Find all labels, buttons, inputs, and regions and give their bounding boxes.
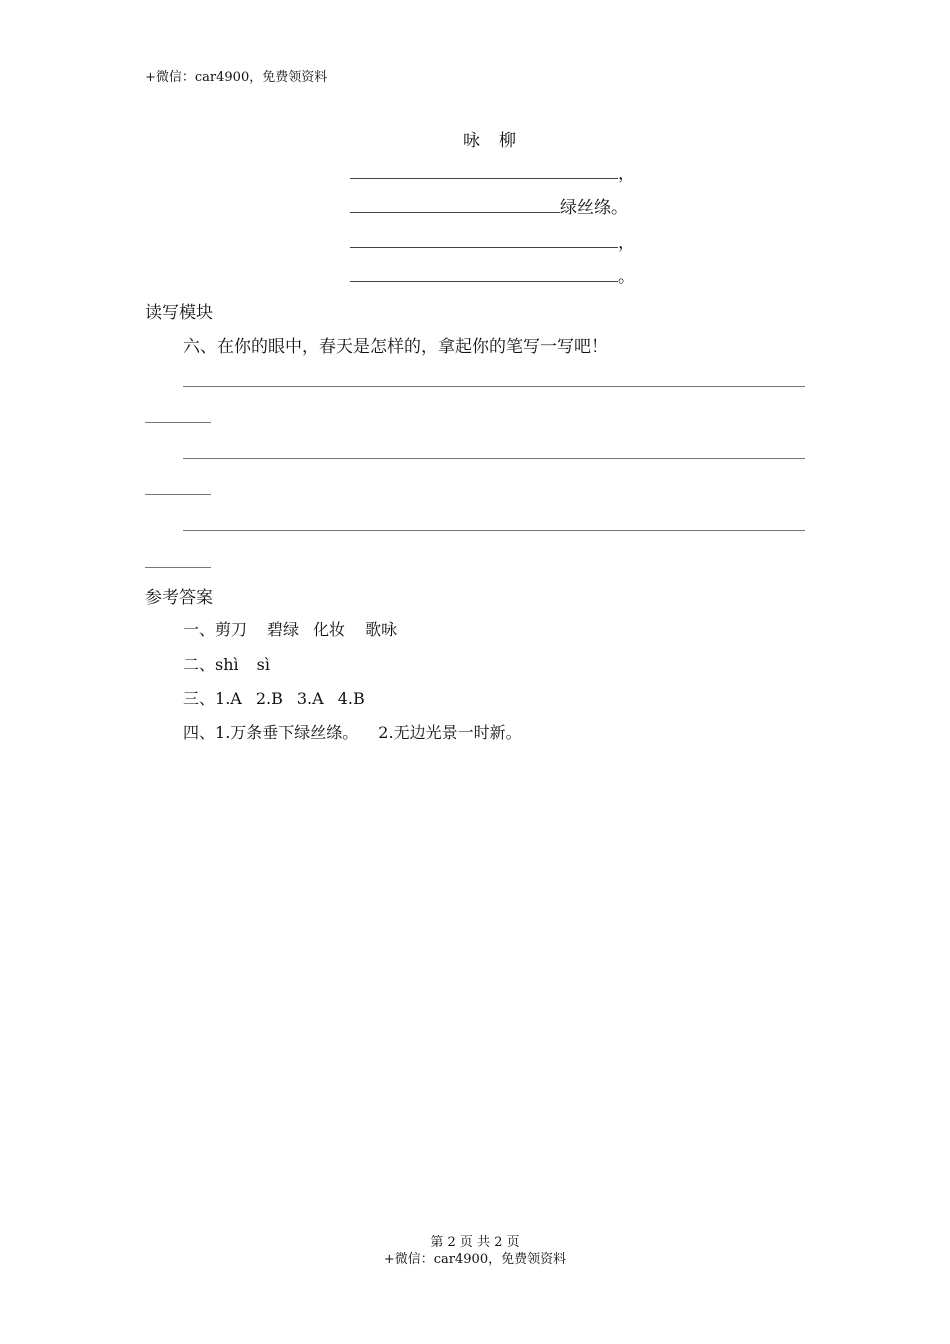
answer-item: 1.万条垂下绿丝绦。 <box>215 723 359 742</box>
answer-item: 1.A <box>215 689 242 708</box>
answer-1 <box>183 617 397 640</box>
poem-title <box>0 126 950 151</box>
poem-line-1-end: ， <box>618 164 635 184</box>
poem-line-2 <box>350 196 628 220</box>
poem-title-char2: 柳 <box>499 131 517 151</box>
answers-heading: 参考答案 <box>145 588 213 608</box>
question-6: 六、在你的眼中，春天是怎样的，拿起你的笔写一写吧！ <box>183 337 608 357</box>
answer-label: 一、 <box>183 620 216 639</box>
header-note: +微信：car4900，免费领资料 <box>145 70 328 85</box>
answer-item: 化妆 <box>313 620 346 639</box>
reading-writing-heading: 读写模块 <box>145 303 213 323</box>
answer-2 <box>183 652 270 675</box>
answer-item: 碧绿 <box>267 620 300 639</box>
answer-label: 二、 <box>183 655 216 674</box>
answer-item: 2.无边光景一时新。 <box>378 723 522 742</box>
writing-line[interactable] <box>183 458 805 459</box>
answer-3 <box>183 686 365 709</box>
poem-line-1 <box>350 162 635 186</box>
answer-item: shì <box>215 655 239 674</box>
writing-line[interactable] <box>145 422 211 423</box>
writing-line[interactable] <box>145 494 211 495</box>
answer-item: sì <box>256 655 270 674</box>
page-number: 第 2 页 共 2 页 <box>430 1235 520 1250</box>
answer-item: 剪刀 <box>215 620 248 639</box>
answer-item: 歌咏 <box>365 620 398 639</box>
answer-item: 4.B <box>337 689 365 708</box>
poem-line-3-end: ， <box>618 233 635 253</box>
writing-line[interactable] <box>183 386 805 387</box>
answer-item: 2.B <box>255 689 283 708</box>
poem-line-4-end: 。 <box>618 267 635 287</box>
poem-line-3 <box>350 231 635 255</box>
answer-label: 四、 <box>183 723 216 742</box>
poem-title-char1: 咏 <box>463 131 481 151</box>
answer-label: 三、 <box>183 689 216 708</box>
fill-blank[interactable] <box>350 266 618 282</box>
writing-line[interactable] <box>183 530 805 531</box>
poem-line-4 <box>350 265 635 289</box>
answer-item: 3.A <box>296 689 324 708</box>
fill-blank[interactable] <box>350 163 618 179</box>
footer-note: +微信：car4900，免费领资料 <box>383 1252 567 1267</box>
fill-blank[interactable] <box>350 232 618 248</box>
writing-line[interactable] <box>145 567 211 568</box>
answer-4 <box>183 720 522 743</box>
poem-line-2-end: 绿丝绦。 <box>560 198 628 218</box>
fill-blank[interactable] <box>350 197 560 213</box>
